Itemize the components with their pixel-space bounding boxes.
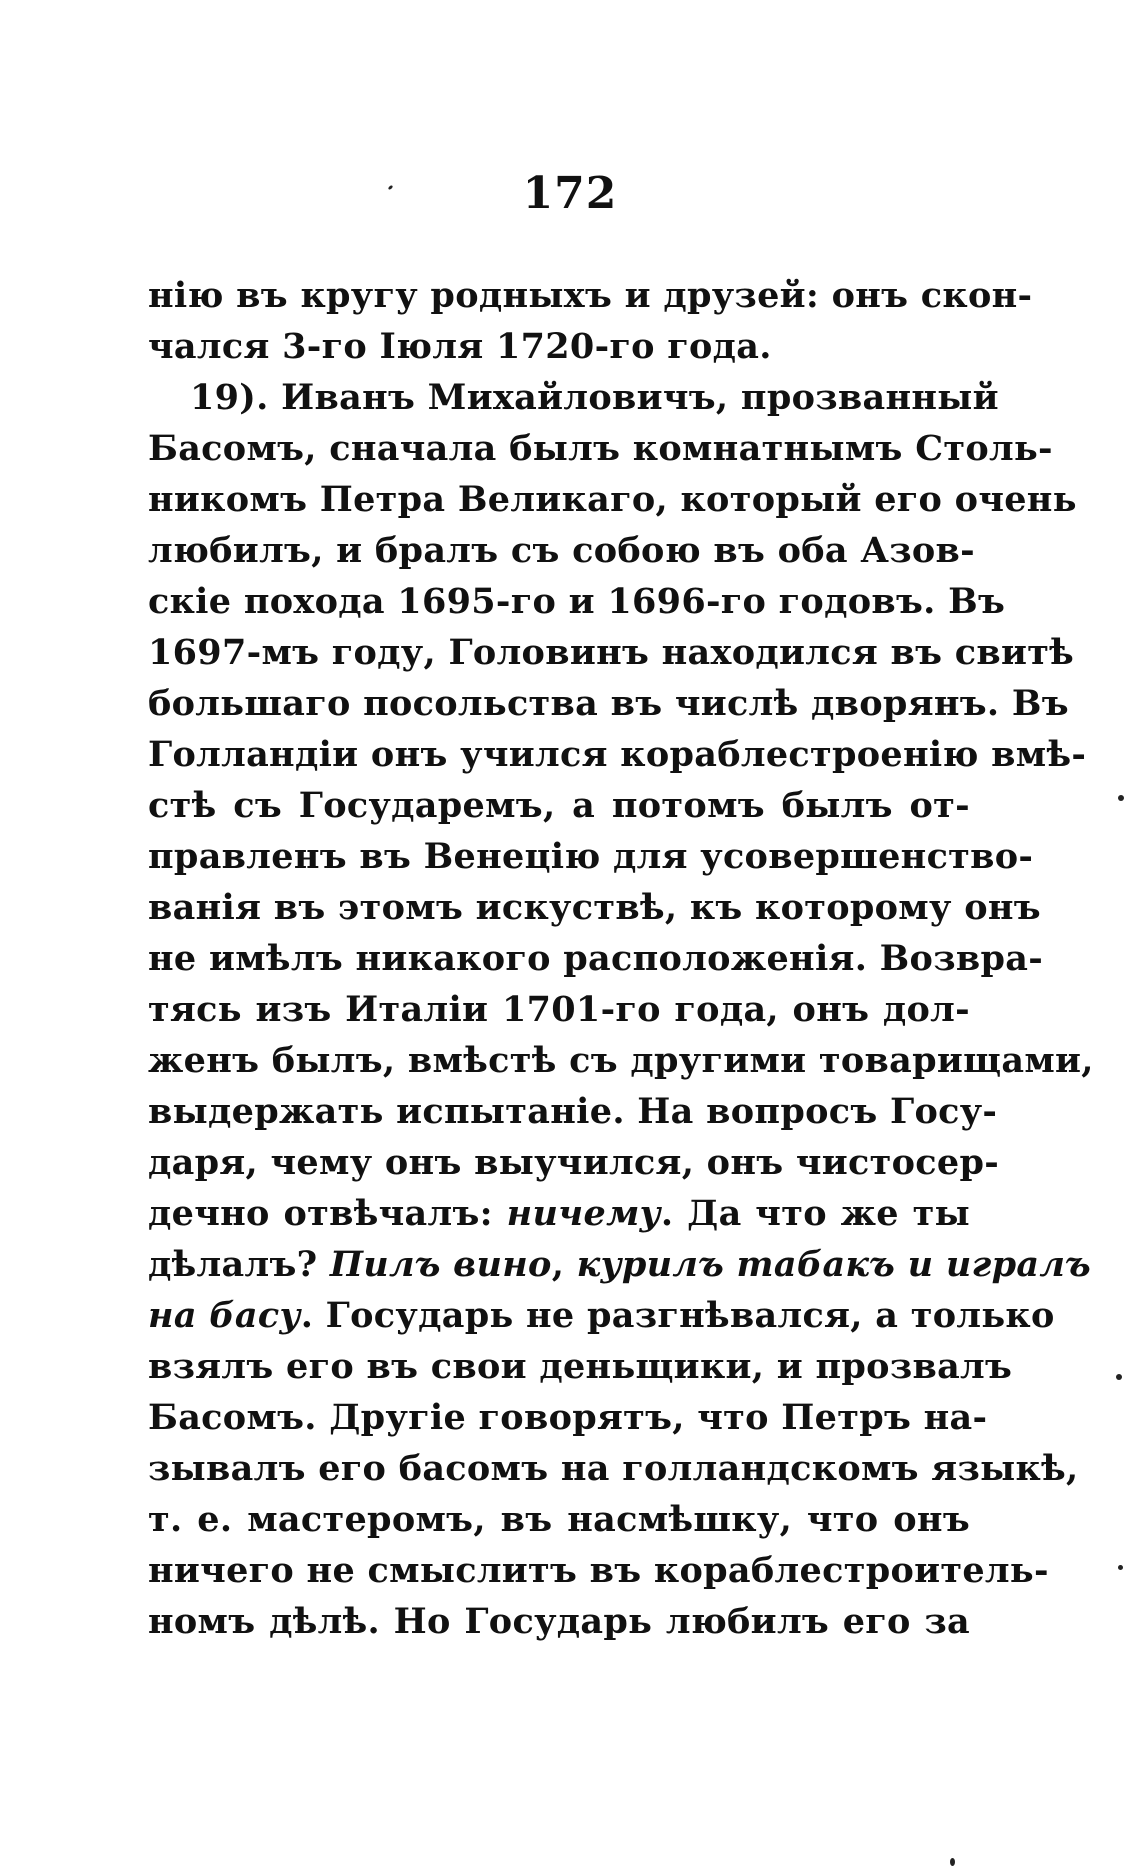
- text-run: ванія въ этомъ искуствѣ, къ которому онъ: [148, 887, 1041, 928]
- text-line: [148, 1545, 1049, 1596]
- text-run: выдержать испытаніе. На вопросъ Госу-: [148, 1091, 998, 1132]
- scan-speck: [1118, 1565, 1123, 1570]
- text-run: 19). Иванъ Михайловичъ, прозванный: [190, 377, 999, 418]
- text-line: [148, 1443, 1079, 1494]
- text-run: зывалъ его басомъ на голландскомъ языкѣ,: [148, 1448, 1079, 1489]
- scan-speck: [1118, 795, 1124, 801]
- text-line: [148, 1086, 998, 1137]
- text-line: [148, 1035, 1094, 1086]
- text-run: 1697-мъ году, Головинъ находился въ свитѣ: [148, 632, 1075, 673]
- text-run: нію въ кругу родныхъ и друзей: онъ скон-: [148, 275, 1033, 316]
- text-line: [148, 1137, 1000, 1188]
- text-run: Голландіи онъ учился кораблестроенію вмѣ-: [148, 734, 1087, 775]
- text-run: Басомъ, сначала былъ комнатнымъ Столь-: [148, 428, 1053, 469]
- text-run: правленъ въ Венецію для усовершенство-: [148, 836, 1034, 877]
- italic-text: курилъ табакъ и игралъ: [576, 1244, 1092, 1285]
- text-run: никомъ Петра Великаго, который его очень: [148, 479, 1077, 520]
- text-run: Басомъ. Другіе говорятъ, что Петръ на-: [148, 1397, 988, 1438]
- text-run: тясь изъ Италіи 1701-го года, онъ дол-: [148, 989, 970, 1030]
- text-run: большаго посольства въ числѣ дворянъ. Въ: [148, 683, 1069, 724]
- scan-speck: [1116, 1374, 1122, 1380]
- italic-text: Пилъ вино: [329, 1244, 552, 1285]
- text-run: чался 3-го Іюля 1720-го года.: [148, 326, 772, 367]
- text-line: [148, 1341, 1013, 1392]
- text-line: [148, 729, 1087, 780]
- text-line: [148, 933, 1044, 984]
- text-run: . Да что же ты: [660, 1193, 970, 1234]
- body-text: [148, 270, 1094, 1647]
- text-line: [148, 525, 975, 576]
- text-line: [148, 1188, 970, 1239]
- text-line: [148, 576, 1006, 627]
- page-number: 172: [522, 168, 618, 219]
- text-line: [148, 831, 1034, 882]
- scan-speck: [950, 1858, 955, 1866]
- text-line: [148, 270, 1033, 321]
- text-run: т. е. мастеромъ, въ насмѣшку, что онъ: [148, 1499, 970, 1540]
- italic-text: на басу: [148, 1295, 301, 1336]
- text-run: взялъ его въ свои деньщики, и прозвалъ: [148, 1346, 1013, 1387]
- text-line: [148, 882, 1041, 933]
- text-line: [148, 321, 970, 372]
- text-line: [148, 372, 999, 423]
- text-line: [148, 1494, 970, 1545]
- text-line: [148, 474, 1077, 525]
- text-line: [148, 1290, 1055, 1341]
- text-run: скіе похода 1695-го и 1696-го годовъ. Въ: [148, 581, 1006, 622]
- text-run: даря, чему онъ выучился, онъ чистосер-: [148, 1142, 1000, 1183]
- text-line: [148, 627, 1075, 678]
- text-run: любилъ, и бралъ съ собою въ оба Азов-: [148, 530, 975, 571]
- text-line: [148, 1596, 970, 1647]
- text-run: женъ былъ, вмѣстѣ съ другими товарищами,: [148, 1040, 1094, 1081]
- text-run: ,: [551, 1244, 577, 1285]
- text-line: [148, 1392, 988, 1443]
- text-run: дѣлалъ?: [148, 1244, 330, 1285]
- text-run: . Государь не разгнѣвался, а только: [300, 1295, 1055, 1336]
- text-line: [148, 678, 1069, 729]
- text-run: стѣ съ Государемъ, а потомъ былъ от-: [148, 785, 970, 826]
- text-line: [148, 423, 1053, 474]
- text-line: [148, 780, 970, 831]
- text-run: номъ дѣлѣ. Но Государь любилъ его за: [148, 1601, 970, 1642]
- text-run: дечно отвѣчалъ:: [148, 1193, 507, 1234]
- italic-text: ничему: [506, 1193, 661, 1234]
- text-run: не имѣлъ никакого расположенія. Возвра-: [148, 938, 1044, 979]
- text-line: [148, 984, 970, 1035]
- text-line: [148, 1239, 1092, 1290]
- text-run: ничего не смыслитъ въ кораблестроитель-: [148, 1550, 1049, 1591]
